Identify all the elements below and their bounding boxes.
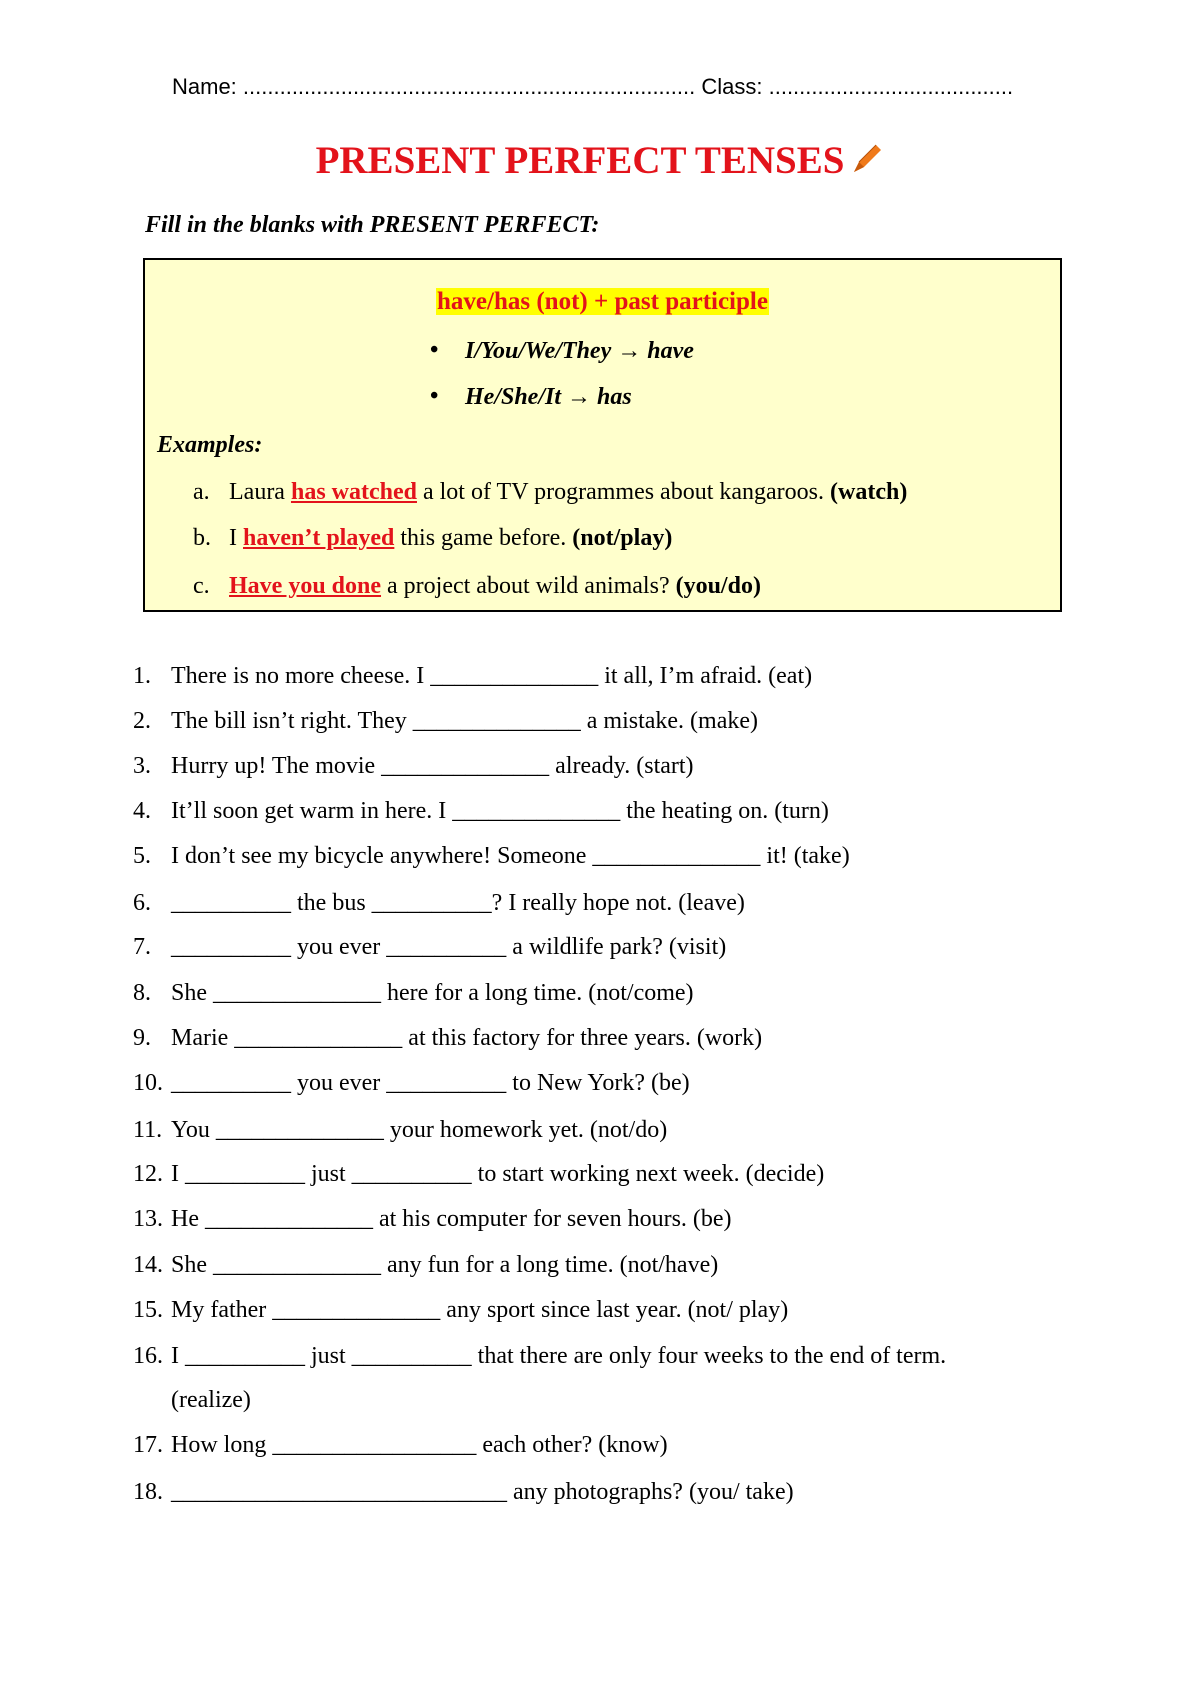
exercise-item[interactable]: 12. I __________ just __________ to start working next week. (decide) <box>133 1161 825 1187</box>
exercise-item[interactable]: 5. I don’t see my bicycle anywhere! Someone ______________ it! (take) <box>133 843 850 869</box>
exercise-item[interactable]: 4. It’ll soon get warm in here. I ______________ the heating on. (turn) <box>133 798 829 824</box>
name-field[interactable]: .......................................................................... <box>242 74 696 99</box>
exercise-item[interactable]: 11. You ______________ your homework yet. (not/do) <box>133 1117 668 1143</box>
formula <box>145 288 1060 316</box>
examples-label: Examples: <box>157 432 263 458</box>
worksheet-title-row <box>0 138 1200 183</box>
exercise-item[interactable]: 9. Marie ______________ at this factory for three years. (work) <box>133 1025 763 1051</box>
exercise-item[interactable]: 3. Hurry up! The movie ______________ already. (start) <box>133 753 694 779</box>
exercise-item[interactable]: 13. He ______________ at his computer for seven hours. (be) <box>133 1206 732 1232</box>
name-label: Name: <box>172 74 237 99</box>
example-item: c. Have you done a project about wild animals? (you/do) <box>193 573 761 599</box>
name-class-line <box>172 74 1102 100</box>
exercise-item[interactable]: 10. __________ you ever __________ to New York? (be) <box>133 1070 690 1096</box>
exercise-item[interactable]: 6. __________ the bus __________? I really hope not. (leave) <box>133 890 745 916</box>
pencil-icon <box>850 142 884 176</box>
example-answer: has watched <box>290 479 417 505</box>
example-answer: Have you done <box>229 573 382 599</box>
bullet-icon: • <box>430 337 439 363</box>
grammar-rule-box <box>143 258 1062 612</box>
exercise-item-continued: (realize) <box>171 1387 251 1413</box>
example-item: b. I haven’t played this game before. (not/play) <box>193 525 673 551</box>
instruction: Fill in the blanks with PRESENT PERFECT: <box>145 212 600 238</box>
exercise-item[interactable]: 14. She ______________ any fun for a long time. (not/have) <box>133 1252 719 1278</box>
class-label: Class: <box>701 74 763 99</box>
exercise-item[interactable]: 2. The bill isn’t right. They ______________ a mistake. (make) <box>133 708 759 734</box>
rule-bullet: • I/You/We/They → have <box>430 337 694 364</box>
exercise-item[interactable]: 15. My father ______________ any sport since last year. (not/ play) <box>133 1297 789 1323</box>
worksheet-title: PRESENT PERFECT TENSES <box>315 139 845 182</box>
exercise-item[interactable]: 8. She ______________ here for a long time. (not/come) <box>133 980 694 1006</box>
exercise-item[interactable]: 1. There is no more cheese. I ______________ it all, I’m afraid. (eat) <box>133 663 813 689</box>
class-field[interactable]: ........................................ <box>768 74 1014 99</box>
rule-bullet: • He/She/It → has <box>430 383 632 410</box>
exercise-item[interactable]: 7. __________ you ever __________ a wildlife park? (visit) <box>133 934 727 960</box>
bullet-icon: • <box>430 383 439 409</box>
exercise-item[interactable]: 17. How long _________________ each other? (know) <box>133 1432 668 1458</box>
example-answer: haven’t played <box>243 525 395 551</box>
example-item: a. Laura has watched a lot of TV programmes about kangaroos. (watch) <box>193 479 908 505</box>
formula-text: have/has (not) + past participle <box>437 288 768 315</box>
exercise-item[interactable]: 16. I __________ just __________ that there are only four weeks to the end of term. <box>133 1343 947 1369</box>
exercise-item[interactable]: 18. ____________________________ any photographs? (you/ take) <box>133 1479 794 1505</box>
